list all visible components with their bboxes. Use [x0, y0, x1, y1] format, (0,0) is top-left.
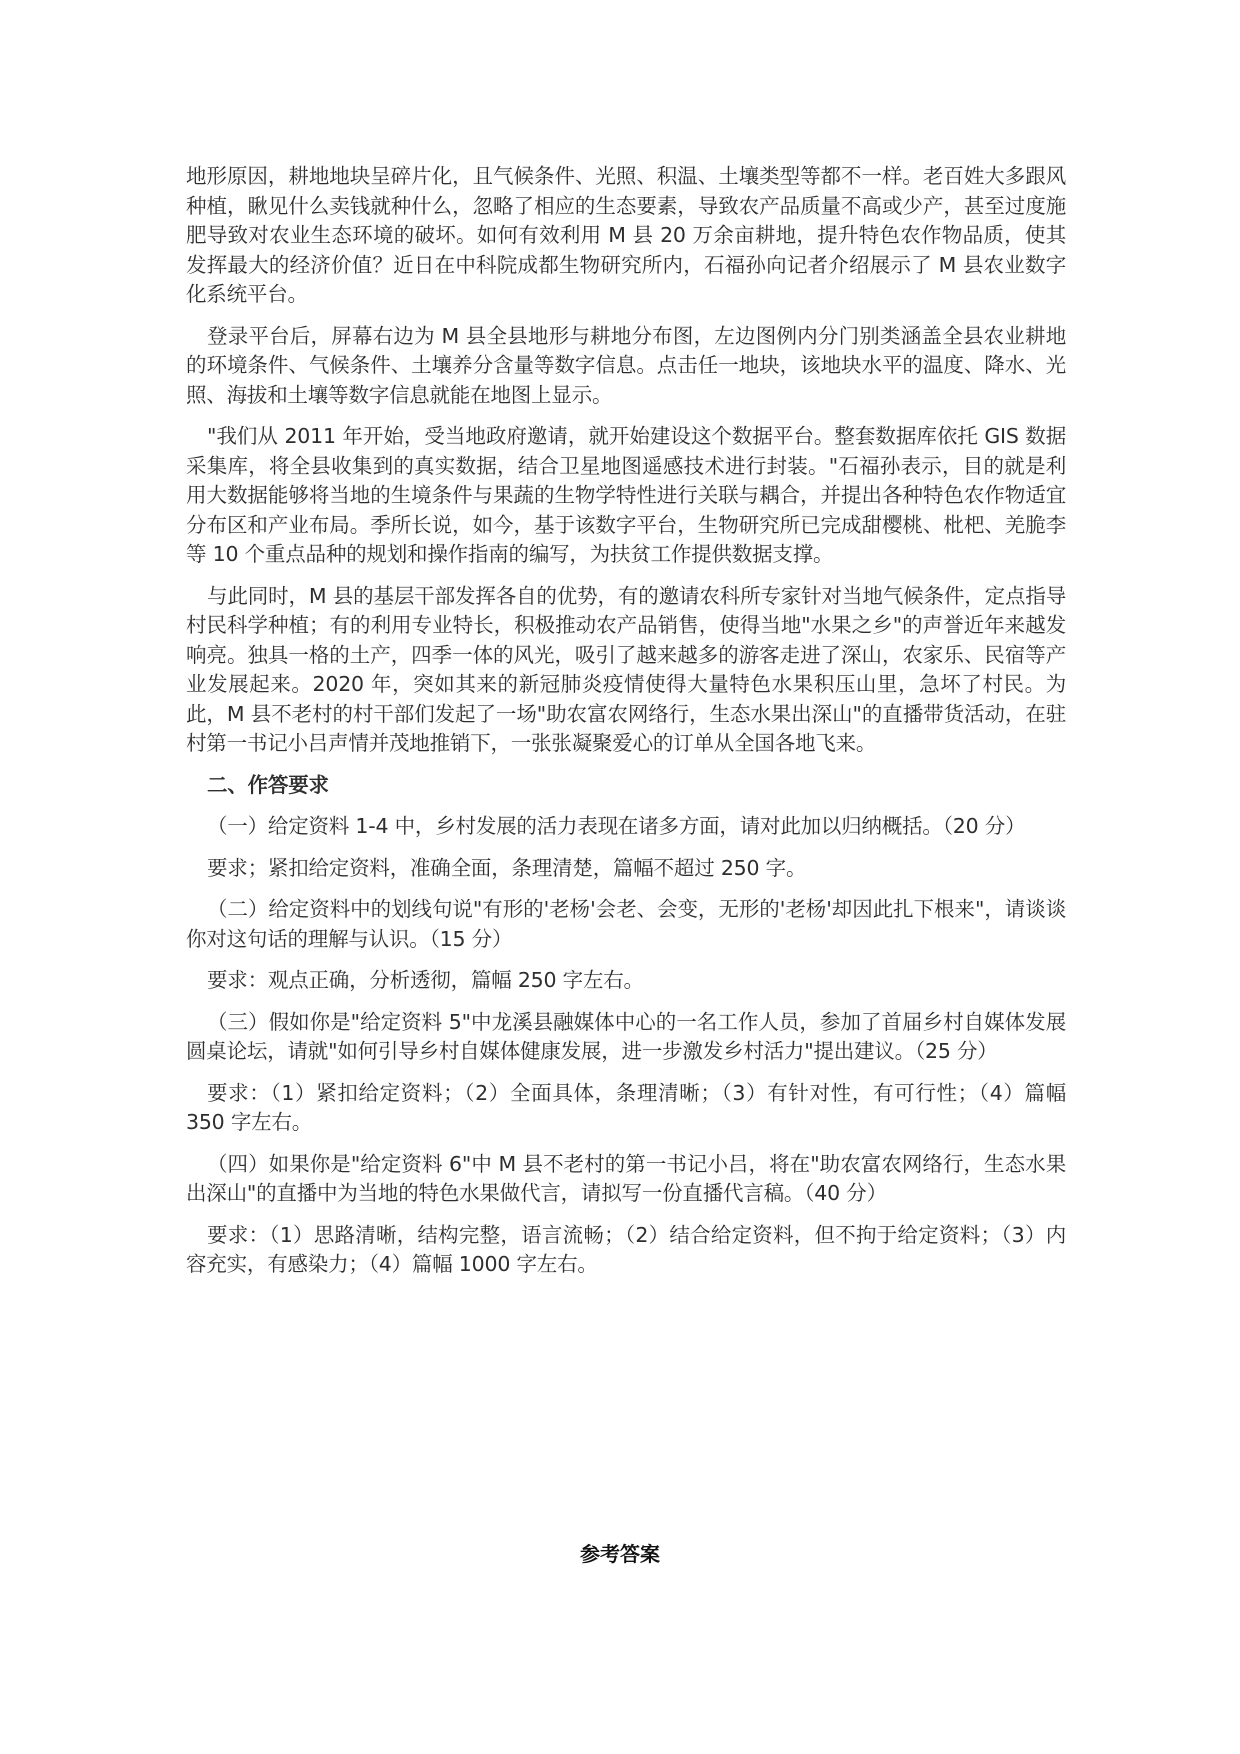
- question-2-prompt: （二）给定资料中的划线句说"有形的'老杨'会老、会变，无形的'老杨'却因此扎下根来"，请谈谈你对这句话的理解与认识。（15 分）: [186, 897, 1066, 951]
- question-3-requirement: 要求：（1）紧扣给定资料；（2）全面具体，条理清晰；（3）有针对性，有可行性；（4）篇幅 350 字左右。: [186, 1080, 1066, 1134]
- section-heading: 二、作答要求: [207, 772, 329, 797]
- body-paragraph-1: 地形原因，耕地地块呈碎片化，且气候条件、光照、积温、土壤类型等都不一样。老百姓大多跟风种植，瞅见什么卖钱就种什么，忽略了相应的生态要素，导致农产品质量不高或少产，甚至过度施肥导致对农业生态环境的破坏。如何有效利用 M 县 20 万余亩耕地，提升特色农作物品质，使其发挥最大的经济价值？近日在中科院成都生物研究所内，石福孙向记者介绍展示了 M 县农业数字化系统平台。: [186, 164, 1066, 306]
- question-1-requirement: 要求；紧扣给定资料，准确全面，条理清楚，篇幅不超过 250 字。: [207, 855, 807, 880]
- question-1-prompt: （一）给定资料 1-4 中，乡村发展的活力表现在诸多方面，请对此加以归纳概括。（20 分）: [207, 814, 1026, 838]
- body-paragraph-2: 登录平台后，屏幕右边为 M 县全县地形与耕地分布图，左边图例内分门别类涵盖全县农业耕地的环境条件、气候条件、土壤养分含量等数字信息。点击任一地块，该地块水平的温度、降水、光照、海拔和土壤等数字信息就能在地图上显示。: [186, 323, 1066, 407]
- body-paragraph-4: 与此同时，M 县的基层干部发挥各自的优势，有的邀请农科所专家针对当地气候条件，定点指导村民科学种植；有的利用专业特长，积极推动农产品销售，使得当地"水果之乡"的声誉近年来越发响亮。独具一格的土产，四季一体的风光，吸引了越来越多的游客走进了深山，农家乐、民宿等产业发展起来。2020 年，突如其来的新冠肺炎疫情使得大量特色水果积压山里，急坏了村民。为此，M 县不老村的村干部们发起了一场"助农富农网络行，生态水果出深山"的直播带货活动，在驻村第一书记小吕声情并茂地推销下，一张张凝聚爱心的订单从全国各地飞来。: [186, 583, 1066, 755]
- question-3-prompt: （三）假如你是"给定资料 5"中龙溪县融媒体中心的一名工作人员，参加了首届乡村自媒体发展圆桌论坛，请就"如何引导乡村自媒体健康发展，进一步激发乡村活力"提出建议。（25 分）: [186, 1009, 1066, 1063]
- reference-answer-title: 参考答案: [580, 1542, 660, 1566]
- document-page: [186, 162, 1066, 1292]
- question-4-requirement: 要求：（1）思路清晰，结构完整，语言流畅；（2）结合给定资料，但不拘于给定资料；（3）内容充实，有感染力；（4）篇幅 1000 字左右。: [186, 1222, 1066, 1276]
- body-paragraph-3: "我们从 2011 年开始，受当地政府邀请，就开始建设这个数据平台。整套数据库依托 GIS 数据采集库，将全县收集到的真实数据，结合卫星地图遥感技术进行封装。"石福孙表示，目的就是利用大数据能够将当地的生境条件与果蔬的生物学特性进行关联与耦合，并提出各种特色农作物适宜分布区和产业布局。季所长说，如今，基于该数字平台，生物研究所已完成甜樱桃、枇杷、羌脆李等 10 个重点品种的规划和操作指南的编写，为扶贫工作提供数据支撑。: [186, 424, 1066, 566]
- question-4-prompt: （四）如果你是"给定资料 6"中 M 县不老村的第一书记小吕，将在"助农富农网络行，生态水果出深山"的直播中为当地的特色水果做代言，请拟写一份直播代言稿。（40 分）: [186, 1151, 1066, 1205]
- question-2-requirement: 要求：观点正确，分析透彻，篇幅 250 字左右。: [207, 968, 644, 992]
